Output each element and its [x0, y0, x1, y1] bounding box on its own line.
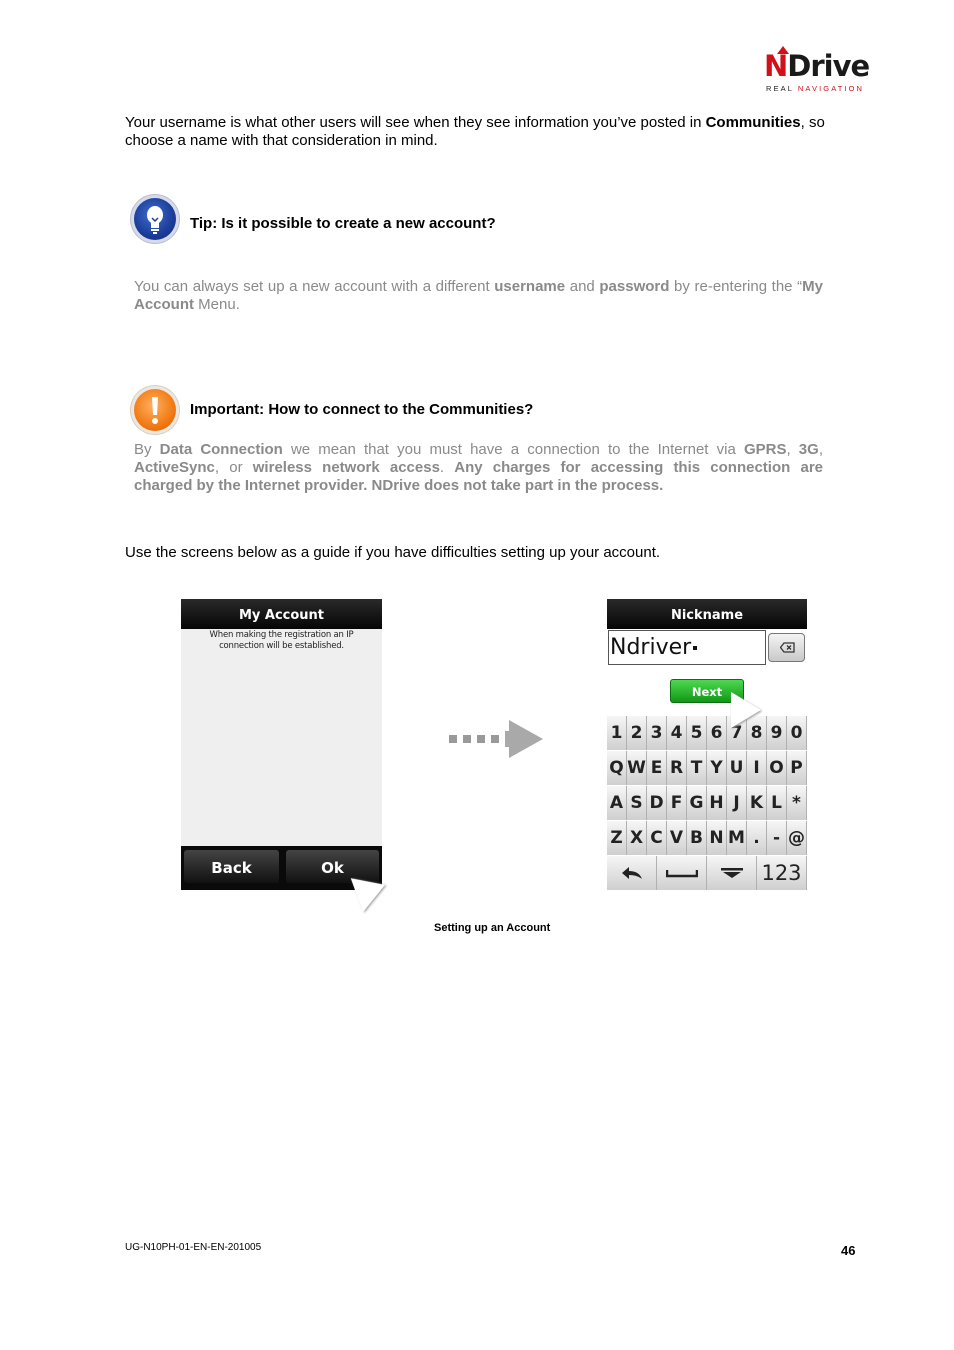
registration-message: When making the registration an IP connection will be established. [209, 630, 354, 651]
key[interactable]: 0 [787, 716, 807, 750]
tip-heading: Tip: Is it possible to create a new account? [190, 215, 496, 232]
key[interactable]: * [787, 786, 807, 820]
tip-paragraph: You can always set up a new account with a different username and password by re-entering the “My Account Menu. [134, 278, 823, 313]
key[interactable]: - [767, 821, 787, 855]
important-paragraph: By Data Connection we mean that you must have a connection to the Internet via GPRS, 3G, ActiveSync, or wireless network access. Any charges for accessing this connection are charged by the Internet provider. NDrive does not take part in the process. [134, 441, 824, 494]
key[interactable]: U [727, 751, 747, 785]
figure-caption: Setting up an Account [434, 922, 551, 934]
page-number: 46 [841, 1243, 856, 1258]
ndrive-logo [764, 46, 868, 94]
key[interactable]: 5 [687, 716, 707, 750]
key[interactable]: 6 [707, 716, 727, 750]
numbers-key[interactable]: 123 [757, 856, 807, 890]
exclamation-icon [134, 389, 176, 431]
key[interactable]: B [687, 821, 707, 855]
key[interactable]: P [787, 751, 807, 785]
key[interactable]: D [647, 786, 667, 820]
next-step-arrow-icon [449, 719, 545, 759]
hide-keyboard-key[interactable] [707, 856, 757, 890]
key[interactable]: R [667, 751, 687, 785]
key[interactable]: L [767, 786, 787, 820]
key[interactable]: Z [607, 821, 627, 855]
keyboard-row-numbers [607, 716, 807, 751]
nickname-screen [607, 599, 807, 890]
nickname-title: Nickname [607, 599, 807, 629]
key[interactable]: 8 [747, 716, 767, 750]
key[interactable]: M [727, 821, 747, 855]
hide-keyboard-icon [720, 867, 744, 879]
logo-wordmark: NDrive [764, 49, 870, 83]
key[interactable]: Q [607, 751, 627, 785]
my-account-title: My Account [181, 599, 382, 629]
key[interactable]: E [647, 751, 667, 785]
document-code: UG-N10PH-01-EN-EN-201005 [125, 1242, 262, 1253]
key[interactable]: V [667, 821, 687, 855]
key[interactable]: A [607, 786, 627, 820]
keyboard-row-qwerty [607, 751, 807, 786]
space-key[interactable] [657, 856, 707, 890]
nickname-input[interactable]: Ndriver [608, 630, 766, 665]
guide-paragraph: Use the screens below as a guide if you have difficulties setting up your account. [125, 544, 661, 561]
return-arrow-icon [621, 866, 643, 880]
lightbulb-icon [134, 198, 176, 240]
backspace-button[interactable] [768, 633, 805, 662]
ok-button[interactable]: Ok [286, 850, 379, 883]
key[interactable]: 7 [727, 716, 747, 750]
undo-key[interactable] [607, 856, 657, 890]
key[interactable]: X [627, 821, 647, 855]
key[interactable]: Y [707, 751, 727, 785]
key[interactable]: 1 [607, 716, 627, 750]
keyboard-row-asdf [607, 786, 807, 821]
key[interactable]: G [687, 786, 707, 820]
my-account-screen [181, 599, 382, 890]
key[interactable]: C [647, 821, 667, 855]
key[interactable]: T [687, 751, 707, 785]
key[interactable]: 2 [627, 716, 647, 750]
key[interactable]: I [747, 751, 767, 785]
key[interactable]: . [747, 821, 767, 855]
key[interactable]: S [627, 786, 647, 820]
key[interactable]: 3 [647, 716, 667, 750]
key[interactable]: 9 [767, 716, 787, 750]
backspace-icon [780, 642, 795, 653]
back-button[interactable]: Back [184, 850, 279, 883]
key[interactable]: 4 [667, 716, 687, 750]
logo-tagline: REAL NAVIGATION [766, 84, 865, 93]
keyboard-row-zxcv [607, 821, 807, 856]
key[interactable]: O [767, 751, 787, 785]
key[interactable]: H [707, 786, 727, 820]
important-heading: Important: How to connect to the Communities? [190, 401, 534, 418]
key[interactable]: J [727, 786, 747, 820]
space-icon [666, 868, 698, 878]
next-button[interactable]: Next [670, 679, 744, 703]
key[interactable]: F [667, 786, 687, 820]
text-cursor [693, 646, 697, 650]
key[interactable]: K [747, 786, 767, 820]
intro-paragraph: Your username is what other users will see when they see information you’ve posted in Communities, so choose a name with that consideration in mind. [125, 114, 825, 149]
key[interactable]: @ [787, 821, 807, 855]
pointer-icon [731, 692, 761, 728]
key[interactable]: W [627, 751, 647, 785]
keyboard-row-controls [607, 856, 807, 890]
key[interactable]: N [707, 821, 727, 855]
